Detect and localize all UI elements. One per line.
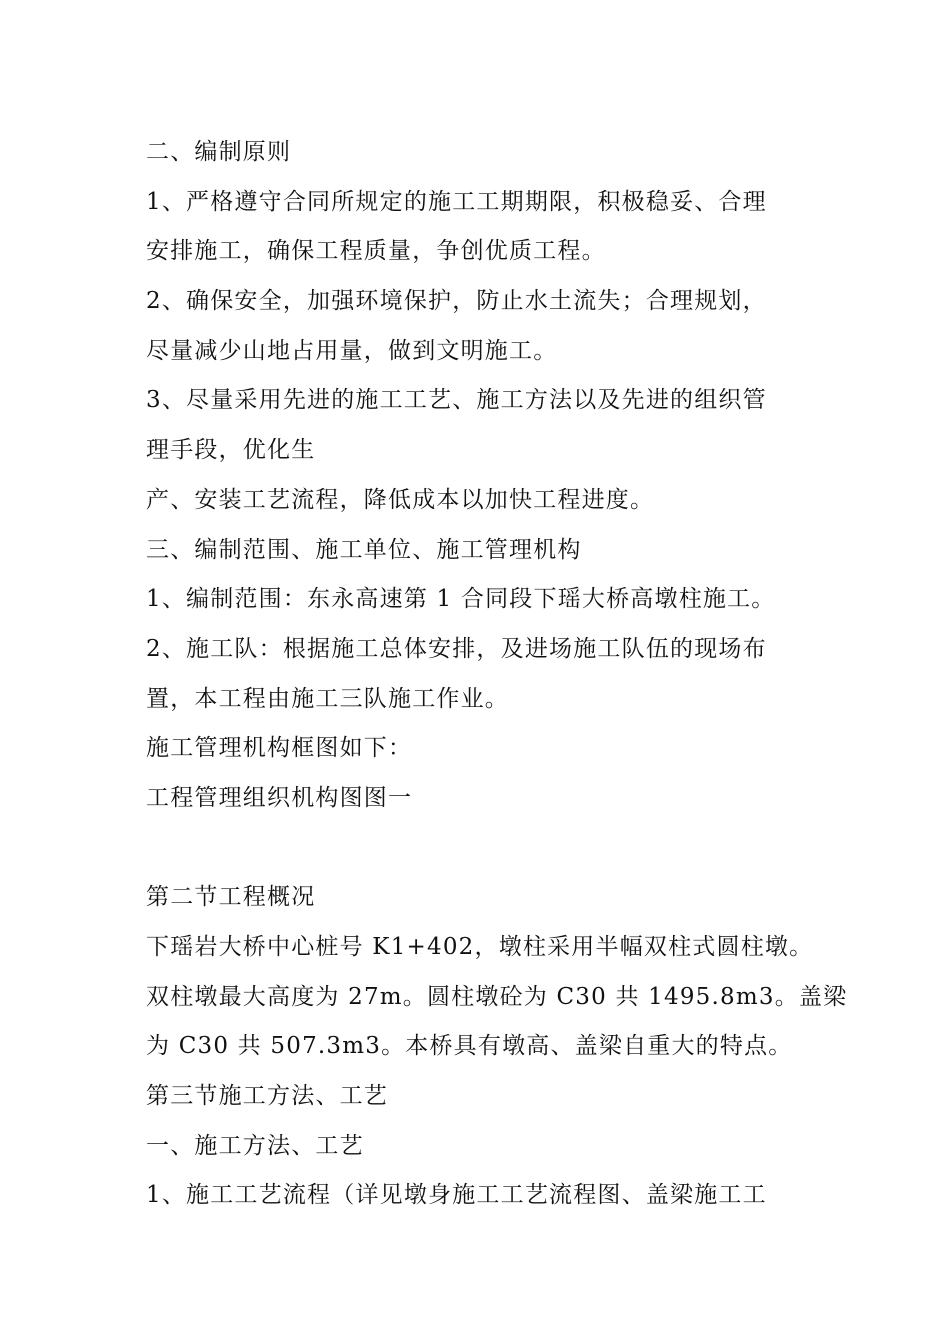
section-heading-project-overview: 第二节工程概况 bbox=[146, 884, 316, 911]
paragraph-line: 1、编制范围：东永高速第 1 合同段下瑶大桥高墩柱施工。 bbox=[146, 586, 776, 613]
paragraph-line: 1、施工工艺流程（详见墩身施工工艺流程图、盖梁施工工 bbox=[146, 1182, 767, 1209]
section-heading-construction-methods: 第三节施工方法、工艺 bbox=[146, 1083, 388, 1110]
subsection-heading: 一、施工方法、工艺 bbox=[146, 1132, 364, 1159]
document-body bbox=[146, 128, 846, 1221]
paragraph-line: 产、安装工艺流程，降低成本以加快工程进度。 bbox=[146, 486, 655, 513]
paragraph-line: 3、尽量采用先进的施工工艺、施工方法以及先进的组织管 bbox=[146, 387, 767, 414]
paragraph-line: 理手段，优化生 bbox=[146, 437, 316, 464]
paragraph-line: 1、严格遵守合同所规定的施工工期期限，积极稳妥、合理 bbox=[146, 188, 767, 215]
figure-caption: 工程管理组织机构图图一 bbox=[146, 784, 413, 811]
paragraph-line: 2、施工队：根据施工总体安排，及进场施工队伍的现场布 bbox=[146, 635, 767, 662]
paragraph-line: 安排施工，确保工程质量，争创优质工程。 bbox=[146, 238, 606, 265]
paragraph-line: 下瑶岩大桥中心桩号 K1+402，墩柱采用半幅双柱式圆柱墩。 bbox=[146, 934, 814, 960]
paragraph-line: 施工管理机构框图如下： bbox=[146, 735, 413, 762]
paragraph-line: 2、确保安全，加强环境保护，防止水土流失；合理规划， bbox=[146, 288, 767, 315]
paragraph-line: 双柱墩最大高度为 27m。圆柱墩砼为 C30 共 1495.8m3。盖梁 bbox=[146, 983, 848, 1010]
blank-line bbox=[146, 824, 846, 874]
paragraph-line: 置，本工程由施工三队施工作业。 bbox=[146, 685, 509, 712]
paragraph-line: 尽量减少山地占用量，做到文明施工。 bbox=[146, 337, 558, 364]
section-heading-compilation-principles: 二、编制原则 bbox=[146, 139, 292, 165]
paragraph-line: 为 C30 共 507.3m3。本桥具有墩高、盖梁自重大的特点。 bbox=[146, 1033, 793, 1060]
section-heading-scope: 三、编制范围、施工单位、施工管理机构 bbox=[146, 536, 582, 563]
